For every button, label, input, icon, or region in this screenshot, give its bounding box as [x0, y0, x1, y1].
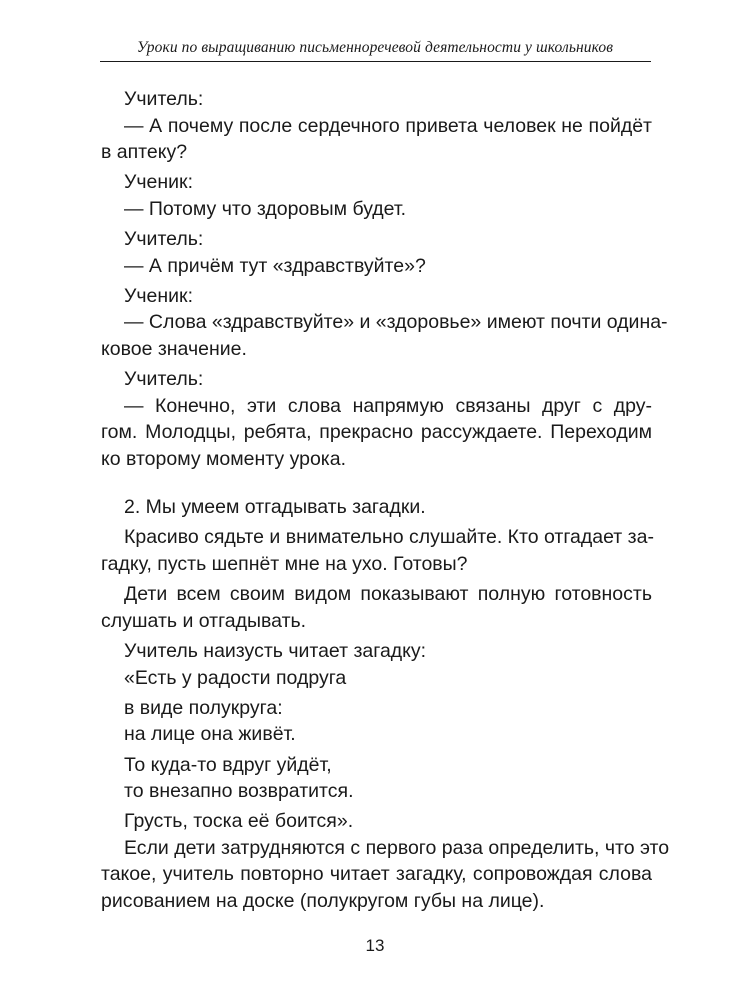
text-line: рисованием на доске (полукругом губы на лице). [101, 889, 545, 912]
text-line: Дети всем своим видом показывают полную готовность [124, 583, 652, 606]
text-line: ковое значение. [101, 337, 247, 360]
riddle-line: Грусть, тоска её боится». [124, 810, 354, 833]
text-line: Если дети затрудняются с первого раза определить, что это [124, 836, 670, 859]
speaker-label: Ученик: [124, 171, 194, 194]
text-line: — Потому что здоровым будет. [124, 197, 407, 220]
text-line: в аптеку? [101, 141, 188, 163]
text-line: — Конечно, эти слова напрямую связаны друг с дру- [124, 394, 652, 417]
running-head: Уроки по выращиванию письменноречевой деятельности у школьников [136, 39, 614, 56]
riddle-line: на лице она живёт. [124, 723, 296, 746]
text-line: гом. Молодцы, ребята, прекрасно рассуждаете. Переходим [101, 421, 652, 444]
speaker-label: Учитель: [124, 368, 204, 391]
page-number: 13 [365, 936, 385, 955]
text-line: гадку, пусть шепнёт мне на ухо. Готовы? [101, 552, 468, 575]
section-heading: 2. Мы умеем отгадывать загадки. [124, 496, 426, 519]
text-line: — А причём тут «здравствуйте»? [124, 254, 426, 277]
riddle-line: то внезапно возвратится. [124, 780, 354, 803]
speaker-label: Ученик: [124, 284, 194, 307]
text-line: — Слова «здравствуйте» и «здоровье» имеют почти одина- [124, 311, 668, 334]
riddle-line: в виде полукруга: [124, 696, 283, 719]
text-line: Красиво сядьте и внимательно слушайте. Кто отгадает за- [124, 526, 654, 549]
text-line: слушать и отгадывать. [101, 609, 307, 632]
text-line: ко второму моменту урока. [101, 447, 347, 470]
riddle-line: То куда-то вдруг уйдёт, [124, 753, 332, 776]
text-line: — А почему после сердечного привета человек не пойдёт [124, 114, 652, 137]
text-line: такое, учитель повторно читает загадку, сопровождая слова [101, 863, 652, 886]
speaker-label: Учитель: [124, 88, 204, 110]
riddle-line: «Есть у радости подруга [124, 666, 347, 689]
page-body [101, 86, 670, 914]
speaker-label: Учитель: [124, 228, 204, 251]
header-rule [100, 61, 651, 62]
text-line: Учитель наизусть читает загадку: [124, 640, 427, 663]
